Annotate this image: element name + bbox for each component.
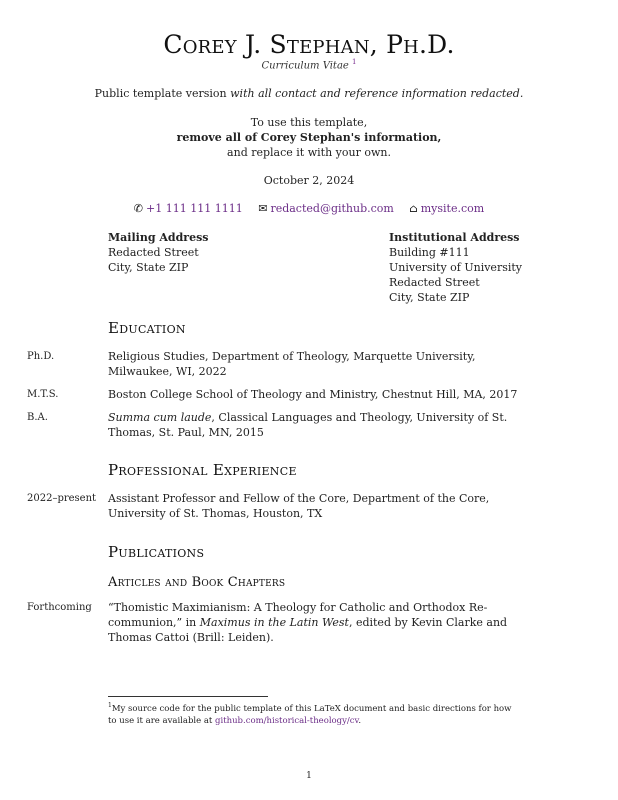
- institutional-address: [389, 230, 522, 305]
- footnote-text: My source code for the public template of this LaTeX document and basic directions for how to use it are available at: [108, 703, 512, 726]
- footnote-number: 1: [108, 702, 112, 709]
- contact-row: [0, 202, 618, 215]
- experience-entry: Assistant Professor and Fellow of the Core, Department of the Core, University of St. Thomas, Houston, TX: [108, 492, 490, 520]
- institutional-address-line: University of University: [389, 261, 522, 274]
- publication-book-title: Maximus in the Latin West: [199, 616, 349, 629]
- footnote: [108, 700, 520, 727]
- honors-text: Summa cum laude: [108, 411, 212, 424]
- notice-plain: Public template version: [94, 87, 231, 100]
- website-link[interactable]: [409, 202, 484, 215]
- subtitle-text: Curriculum Vitae: [261, 60, 349, 72]
- home-icon: ⌂: [409, 202, 418, 215]
- phone-link[interactable]: [134, 202, 243, 215]
- education-entry: Religious Studies, Department of Theology, Marquette University, Milwaukee, WI, 2022: [108, 350, 476, 378]
- website-text: mysite.com: [420, 202, 485, 215]
- education-label: Ph.D.: [27, 351, 55, 362]
- footnote-link[interactable]: github.com/historical-theology/cv: [215, 715, 359, 726]
- education-heading: Education: [108, 319, 186, 337]
- phone-icon: ✆: [133, 202, 144, 215]
- institutional-address-line: Building #111: [389, 246, 470, 259]
- degree-text: , Classical Languages and Theology, University of St. Thomas, St. Paul, MN, 2015: [108, 411, 508, 439]
- institutional-address-line: Redacted Street: [389, 276, 480, 289]
- education-label: M.T.S.: [27, 389, 59, 400]
- education-entry: Boston College School of Theology and Ministry, Chestnut Hill, MA, 2017: [108, 388, 518, 401]
- footnote-marker[interactable]: 1: [352, 58, 357, 66]
- experience-label: 2022–present: [27, 493, 97, 504]
- phone-text: +1 111 111 1111: [146, 202, 243, 215]
- email-text: redacted@github.com: [270, 202, 394, 215]
- institutional-address-line: City, State ZIP: [389, 291, 470, 304]
- mailing-address-line: City, State ZIP: [108, 261, 189, 274]
- mailing-address: [108, 230, 208, 275]
- experience-heading: Professional Experience: [108, 461, 297, 479]
- publication-text-b: , edited by Kevin Clarke and Thomas Cattoi (Brill: Leiden).: [108, 616, 508, 644]
- envelope-icon: ✉: [258, 202, 268, 215]
- cv-name: Corey J. Stephan, Ph.D.: [163, 30, 455, 59]
- mailing-address-heading: Mailing Address: [108, 231, 209, 244]
- institutional-address-heading: Institutional Address: [389, 231, 520, 244]
- mailing-address-line: Redacted Street: [108, 246, 199, 259]
- instructions-line-1: To use this template,: [250, 116, 368, 129]
- education-label: B.A.: [27, 412, 48, 423]
- articles-subheading: Articles and Book Chapters: [108, 575, 286, 590]
- footnote-end: .: [358, 715, 362, 726]
- education-entry: [108, 410, 520, 440]
- redaction-notice: [0, 87, 618, 100]
- footnote-rule: [108, 696, 268, 697]
- instructions-line-3: and replace it with your own.: [227, 146, 391, 159]
- cv-subtitle: [0, 58, 618, 71]
- cv-date: October 2, 2024: [263, 174, 355, 187]
- email-link[interactable]: [258, 202, 394, 215]
- publication-label: Forthcoming: [27, 602, 92, 613]
- publication-text-a: “Thomistic Maximianism: A Theology for Catholic and Orthodox Re-communion,” in: [108, 601, 488, 629]
- notice-italic: with all contact and reference information redacted.: [230, 87, 524, 100]
- publication-entry: [108, 600, 520, 645]
- page-number: 1: [306, 771, 312, 781]
- instructions-line-2: remove all of Corey Stephan's information,: [176, 131, 442, 144]
- publications-heading: Publications: [108, 543, 205, 561]
